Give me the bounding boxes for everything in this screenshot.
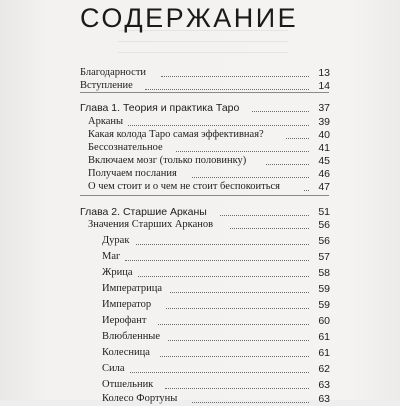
toc-entry-label: Императрица: [102, 283, 163, 294]
dot-leader: [166, 308, 309, 309]
toc-entry-page: 37: [318, 102, 330, 114]
toc-chapter-entry: [80, 101, 330, 115]
toc-entry-page: 61: [318, 331, 330, 343]
toc-entry: [80, 298, 330, 312]
toc-entry-label: Жрица: [102, 267, 133, 278]
toc-entry-label: Вступление: [80, 80, 133, 91]
toc-entry: [80, 314, 330, 328]
toc-entry-page: 61: [318, 347, 330, 359]
toc-entry-label: Иерофант: [102, 315, 147, 326]
toc-entry: [80, 250, 330, 264]
toc-entry-label: О чем стоит и о чем не стоит беспокоиться: [88, 181, 280, 192]
toc-entry-label: Арканы: [88, 116, 124, 127]
dot-leader: [136, 244, 309, 245]
toc-entry-label: Колесо Фортуны: [102, 393, 178, 404]
dot-leader: [192, 177, 309, 178]
toc-entry-label: Глава 1. Теория и практика Таро: [80, 102, 240, 114]
toc-entry: [80, 167, 330, 181]
dot-leader: [304, 190, 309, 191]
toc-entry-page: 41: [318, 142, 330, 154]
toc-entry-page: 51: [318, 206, 330, 218]
toc-entry-label: Значения Старших Арканов: [88, 219, 214, 230]
toc-entry-page: 63: [318, 393, 330, 405]
dot-leader: [176, 151, 309, 152]
dot-leader: [170, 292, 309, 293]
toc-chapter-entry: [80, 205, 330, 219]
toc-entry: [80, 154, 330, 168]
toc-entry: [80, 180, 330, 194]
dot-leader: [192, 402, 309, 403]
toc-entry-page: 62: [318, 363, 330, 375]
toc-entry-label: Дурак: [102, 235, 130, 246]
toc-entry-label: Получаем послания: [88, 168, 177, 179]
toc-entry-label: Император: [102, 299, 152, 310]
toc-entry-label: Бессознательное: [88, 142, 163, 153]
toc-entry-label: Влюбленные: [102, 331, 161, 342]
toc-entry-page: 45: [318, 155, 330, 167]
toc-entry-page: 47: [318, 181, 330, 193]
dot-leader: [158, 324, 309, 325]
toc-entry-page: 57: [318, 251, 330, 263]
toc-entry-page: 40: [318, 129, 330, 141]
toc-entry: [80, 330, 330, 344]
dot-leader: [168, 340, 309, 341]
page-title: СОДЕРЖАНИЕ: [80, 3, 299, 33]
dot-leader: [125, 260, 309, 261]
dot-leader: [230, 228, 309, 229]
toc-entry: [80, 128, 330, 142]
toc-entry: [80, 346, 330, 360]
dot-leader: [165, 388, 309, 389]
toc-entry-page: 39: [318, 116, 330, 128]
toc-entry-page: 63: [318, 379, 330, 391]
toc-entry: [80, 266, 330, 280]
section-divider: [80, 195, 329, 196]
toc-entry: [80, 79, 330, 93]
toc-entry-label: Какая колода Таро самая эффективная?: [88, 129, 264, 140]
toc-entry: [80, 115, 330, 129]
bleed-through-text: [118, 30, 288, 64]
toc-entry: [80, 282, 330, 296]
toc-entry-label: Отшельник: [102, 379, 154, 390]
toc-entry: [80, 141, 330, 155]
toc-entry-label: Благодарности: [80, 67, 147, 78]
toc-entry-label: Включаем мозг (только половинку): [88, 155, 247, 166]
toc-entry-label: Сила: [102, 363, 125, 374]
dot-leader: [138, 276, 309, 277]
toc-entry-page: 46: [318, 168, 330, 180]
toc-entry-page: 56: [318, 219, 330, 231]
dot-leader: [161, 76, 309, 77]
dot-leader: [252, 111, 309, 112]
dot-leader: [160, 356, 309, 357]
toc-entry-page: 59: [318, 299, 330, 311]
toc-entry-page: 14: [318, 80, 330, 92]
dot-leader: [130, 372, 309, 373]
dot-leader: [220, 215, 309, 216]
toc-entry: [80, 234, 330, 248]
toc-entry-label: Колесница: [102, 347, 150, 358]
toc-entry: [80, 218, 330, 232]
toc-entry-page: 58: [318, 267, 330, 279]
toc-entry: [80, 378, 330, 392]
dot-leader: [266, 164, 309, 165]
toc-entry-label: Маг: [102, 251, 121, 262]
dot-leader: [128, 125, 309, 126]
toc-entry: [80, 66, 330, 80]
dot-leader: [286, 138, 309, 139]
toc-entry-page: 59: [318, 283, 330, 295]
toc-entry-page: 56: [318, 235, 330, 247]
toc-entry-page: 60: [318, 315, 330, 327]
dot-leader: [145, 89, 309, 90]
toc-entry: [80, 392, 330, 406]
toc-entry-page: 13: [318, 67, 330, 79]
toc-entry-label: Глава 2. Старшие Арканы: [80, 206, 207, 218]
toc-entry: [80, 362, 330, 376]
